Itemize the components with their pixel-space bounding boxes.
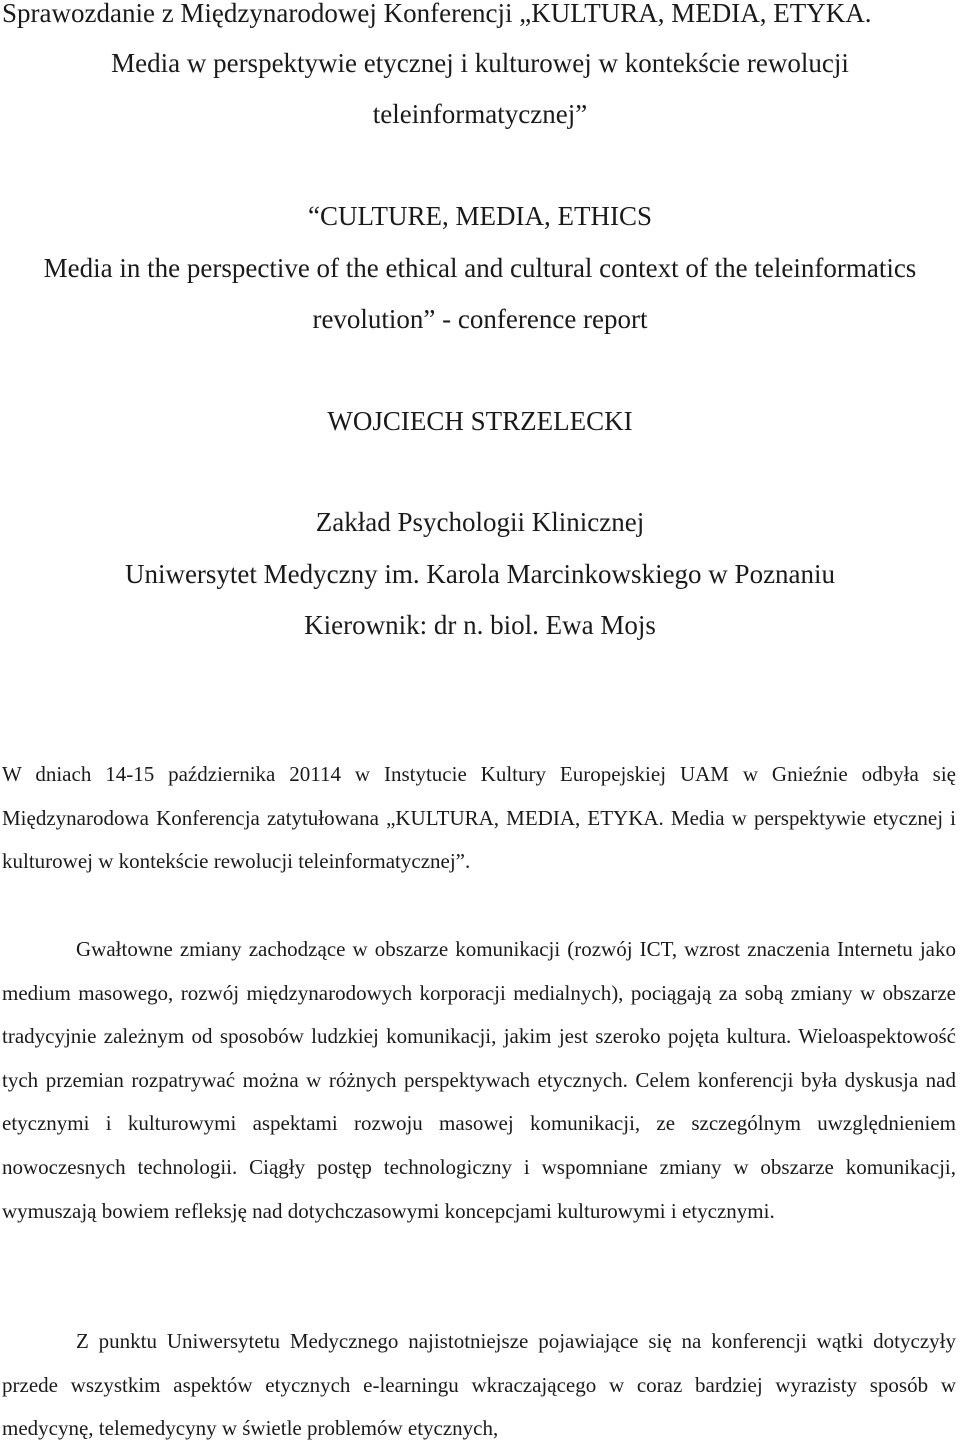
- title-english-line-1: “CULTURE, MEDIA, ETHICS: [308, 201, 652, 231]
- title-english-line-3: revolution” - conference report: [312, 304, 648, 334]
- affiliation-department: Zakład Psychologii Klinicznej: [315, 507, 645, 537]
- paragraph-background: Gwałtowne zmiany zachodzące w obszarze komunikacji (rozwój ICT, wzrost znaczenia Internetu jako medium masowego, rozwój międzynarodowych korporacji medialnych), pociągają za sobą zmiany w obszarze tradycyjnie zależnym od sposobów ludzkiej komunikacji, jakim jest szeroko pojęta kultura. Wieloaspektowość tych przemian rozpatrywać można w różnych perspektywach etycznych. Celem konferencji była dyskusja nad etycznymi i kulturowymi aspektami rozwoju masowej komunikacji, ze szczególnym uwzględnieniem nowoczesnych technologii. Ciągły postęp technologiczny i wspomniane zmiany w obszarze komunikacji, wymuszają bowiem refleksję nad dotychczasowymi koncepcjami kulturowymi i etycznymi.: [2, 937, 956, 1223]
- title-polish-line-1: Sprawozdanie z Międzynarodowej Konferencji „KULTURA, MEDIA, ETYKA.: [2, 0, 872, 28]
- title-english-line-2: Media in the perspective of the ethical and cultural context of the teleinformatics: [43, 253, 917, 283]
- paragraph-intro: W dniach 14-15 października 20114 w Instytucie Kultury Europejskiej UAM w Gnieźnie odbyła się Międzynarodowa Konferencja zatytułowana „KULTURA, MEDIA, ETYKA. Media w perspektywie etycznej i kulturowej w kontekście rewolucji teleinformatycznej”.: [2, 762, 956, 874]
- title-polish-line-3: teleinformatycznej”: [372, 99, 588, 129]
- author-name: WOJCIECH STRZELECKI: [327, 406, 633, 436]
- title-polish-line-2: Media w perspektywie etycznej i kulturowej w kontekście rewolucji: [111, 48, 849, 78]
- affiliation-university: Uniwersytet Medyczny im. Karola Marcinkowskiego w Poznaniu: [124, 559, 836, 589]
- paragraph-medical-university: Z punktu Uniwersytetu Medycznego najistotniejsze pojawiające się na konferencji wątki dotyczyły przede wszystkim aspektów etycznych e-learningu wkraczającego w coraz bardziej wyrazisty sposób w medycynę, telemedycyny w świetle problemów etycznych,: [2, 1329, 956, 1441]
- affiliation-head: Kierownik: dr n. biol. Ewa Mojs: [304, 610, 656, 640]
